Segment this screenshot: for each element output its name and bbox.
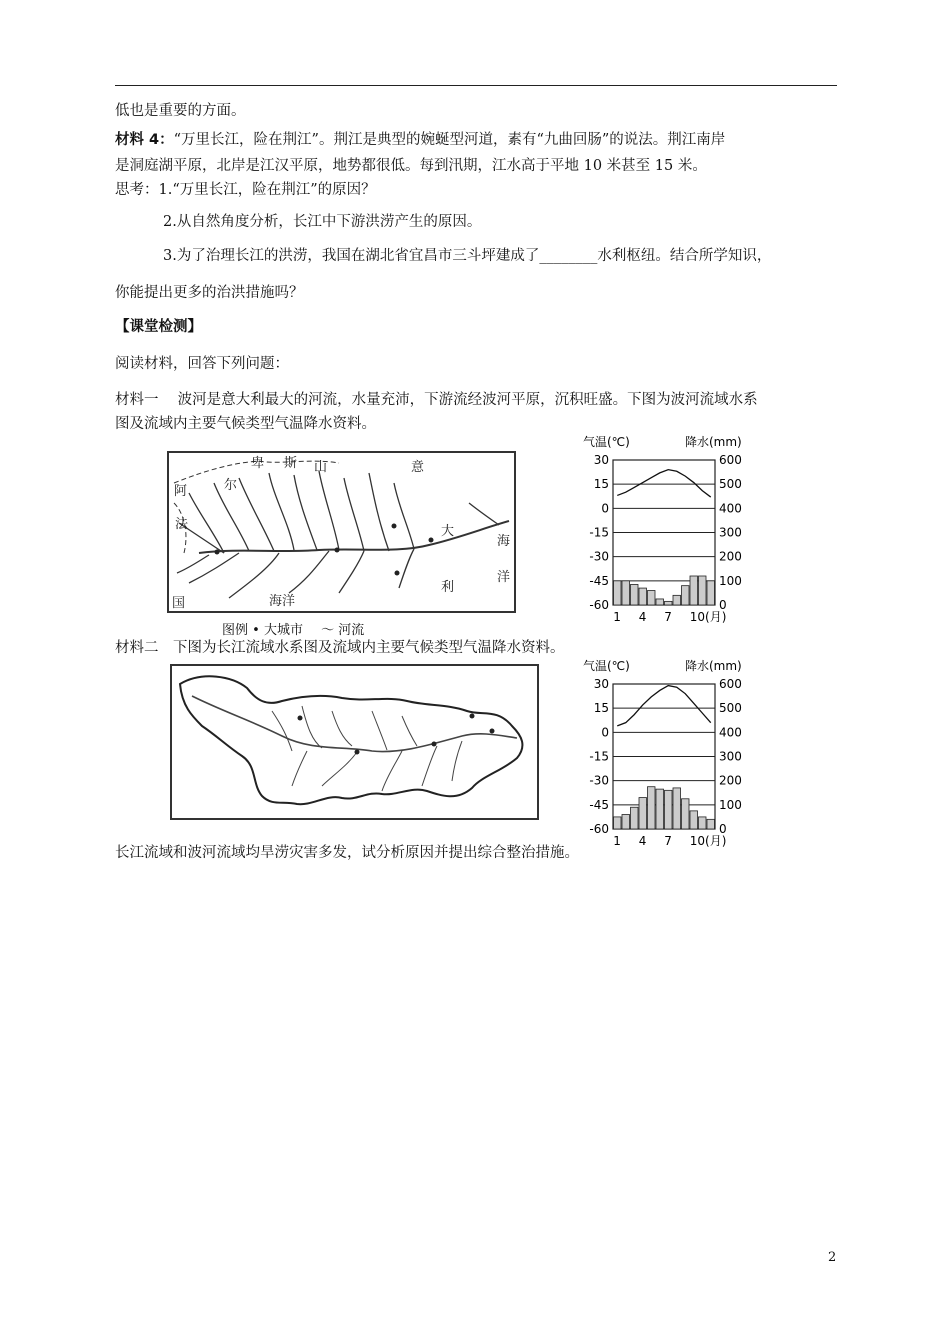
- precip-tick-label: 0: [719, 598, 727, 612]
- temp-tick-label: -60: [589, 598, 609, 612]
- map-legend: [222, 619, 364, 638]
- label-france-2: 国: [172, 596, 186, 611]
- precip-tick-label: 300: [719, 525, 742, 540]
- legend-river-icon: 〜: [321, 623, 335, 638]
- label-alps-1: 阿: [174, 484, 188, 499]
- precip-bar: [699, 817, 707, 829]
- legend-city-icon: •: [252, 623, 260, 638]
- precip-tick-label: 400: [719, 501, 742, 516]
- temp-tick-label: -15: [589, 749, 609, 764]
- precip-tick-label: 100: [719, 573, 742, 588]
- x-tick-label: 10(月): [689, 610, 727, 624]
- x-tick-label: 7: [664, 834, 672, 848]
- x-tick-label: 4: [638, 834, 647, 848]
- precip-bar: [656, 789, 664, 829]
- precip-bar: [673, 788, 681, 829]
- temp-tick-label: -15: [589, 525, 609, 540]
- x-tick-label: 4: [638, 610, 647, 624]
- continuation-text: 低也是重要的方面。: [115, 103, 246, 119]
- x-tick-label: 7: [664, 610, 672, 624]
- precip-bar: [707, 819, 715, 829]
- temperature-line: [617, 470, 711, 497]
- precip-tick-label: 200: [719, 549, 742, 564]
- label-alps-5: 山: [314, 460, 328, 475]
- temp-tick-label: -45: [589, 573, 609, 588]
- label-sea-bottom: 海洋: [269, 594, 296, 609]
- po-river-map-svg: [169, 453, 514, 611]
- materialB-line: 材料二 下图为长江流域水系图及流域内主要气候类型气温降水资料。: [115, 640, 565, 656]
- label-alps-4: 斯: [284, 456, 298, 471]
- x-tick-label: 1: [613, 610, 621, 624]
- precip-bar: [682, 586, 690, 605]
- legend-city-label: 大城市: [263, 623, 303, 638]
- temp-tick-label: -60: [589, 822, 609, 836]
- label-italy-2: 大: [441, 524, 455, 539]
- precip-bar: [656, 599, 664, 605]
- precip-tick-label: 100: [719, 797, 742, 812]
- label-alps-2: 尔: [224, 478, 238, 493]
- precip-bar: [614, 581, 622, 605]
- temp-tick-label: 15: [593, 701, 609, 716]
- yangtze-map: [170, 664, 539, 820]
- precip-bar: [682, 799, 690, 829]
- ylabel-left: 气温(℃): [583, 659, 630, 673]
- intro-text: 阅读材料，回答下列问题：: [115, 356, 289, 372]
- precip-bar: [665, 790, 673, 829]
- label-italy-1: 意: [411, 460, 425, 475]
- precip-bar: [690, 811, 698, 829]
- precip-bar: [614, 817, 622, 829]
- temp-tick-label: 30: [593, 677, 609, 691]
- temp-tick-label: 0: [601, 501, 609, 516]
- precip-tick-label: 500: [719, 477, 742, 492]
- legend-river-label: 河流: [338, 623, 365, 638]
- think-question-3b: 你能提出更多的治洪措施吗？: [115, 285, 304, 301]
- question-text: 长江流域和波河流域均旱涝灾害多发，试分析原因并提出综合整治措施。: [115, 845, 579, 861]
- temp-tick-label: 15: [593, 477, 609, 492]
- ylabel-left: 气温(℃): [583, 435, 630, 449]
- precip-bar: [631, 584, 639, 605]
- label-italy-3: 利: [441, 580, 455, 595]
- temp-tick-label: 0: [601, 725, 609, 740]
- precip-tick-label: 600: [719, 677, 742, 691]
- label-sea-2: 洋: [497, 570, 511, 585]
- material4-line1: [115, 131, 725, 149]
- precip-bar: [639, 798, 647, 829]
- think-question-1: 思考：1.“万里长江，险在荆江”的原因？: [115, 182, 376, 198]
- temperature-line: [617, 686, 711, 726]
- precip-tick-label: 300: [719, 749, 742, 764]
- temp-tick-label: -30: [589, 773, 609, 788]
- precip-bar: [673, 595, 681, 605]
- precip-bar: [631, 807, 639, 829]
- precip-bar: [699, 576, 707, 605]
- yangtze-map-svg: [172, 666, 537, 818]
- think-question-3: 3.为了治理长江的洪涝，我国在湖北省宜昌市三斗坪建成了________水利枢纽。结合所学知识，: [163, 248, 772, 264]
- precip-tick-label: 0: [719, 822, 727, 836]
- yangtze-climate-chart: [555, 654, 755, 854]
- precip-bar: [648, 591, 656, 606]
- think-question-2: 2.从自然角度分析，长江中下游洪涝产生的原因。: [163, 214, 482, 230]
- precip-tick-label: 200: [719, 773, 742, 788]
- label-alps-3: 卑: [251, 456, 265, 471]
- precip-tick-label: 400: [719, 725, 742, 740]
- precip-tick-label: 500: [719, 701, 742, 716]
- temp-tick-label: 30: [593, 453, 609, 467]
- ylabel-right: 降水(mm): [685, 659, 742, 673]
- precip-bar: [707, 581, 715, 605]
- precip-bar: [622, 815, 630, 830]
- legend-label: 图例: [222, 623, 249, 638]
- x-tick-label: 10(月): [689, 834, 727, 848]
- label-france: 法: [175, 517, 189, 532]
- header-rule: [115, 85, 837, 86]
- precip-bar: [622, 581, 630, 605]
- material4-label: 材料 4：: [115, 132, 174, 148]
- precip-bar: [648, 787, 656, 829]
- precip-tick-label: 600: [719, 453, 742, 467]
- material4-line2: 是洞庭湖平原，北岸是江汉平原，地势都很低。每到汛期，江水高于平地 10 米甚至 15 米。: [115, 158, 707, 174]
- temp-tick-label: -45: [589, 797, 609, 812]
- po-climate-chart: [555, 430, 755, 630]
- label-sea-1: 海: [497, 534, 511, 549]
- precip-bar: [665, 601, 673, 605]
- precip-bar: [690, 576, 698, 605]
- page-number: 2: [828, 1250, 837, 1265]
- materialA-line2: 图及流域内主要气候类型气温降水资料。: [115, 416, 376, 432]
- x-tick-label: 1: [613, 834, 621, 848]
- temp-tick-label: -30: [589, 549, 609, 564]
- materialA-line1: 材料一 波河是意大利最大的河流，水量充沛，下游流经波河平原，沉积旺盛。下图为波河流域水系: [115, 392, 758, 408]
- material4-text-a: “万里长江，险在荆江”。荆江是典型的婉蜒型河道，素有“九曲回肠”的说法。荆江南岸: [173, 132, 726, 148]
- precip-bar: [639, 588, 647, 605]
- po-river-map: [167, 451, 516, 613]
- section-title: 【课堂检测】: [115, 319, 202, 335]
- ylabel-right: 降水(mm): [685, 435, 742, 449]
